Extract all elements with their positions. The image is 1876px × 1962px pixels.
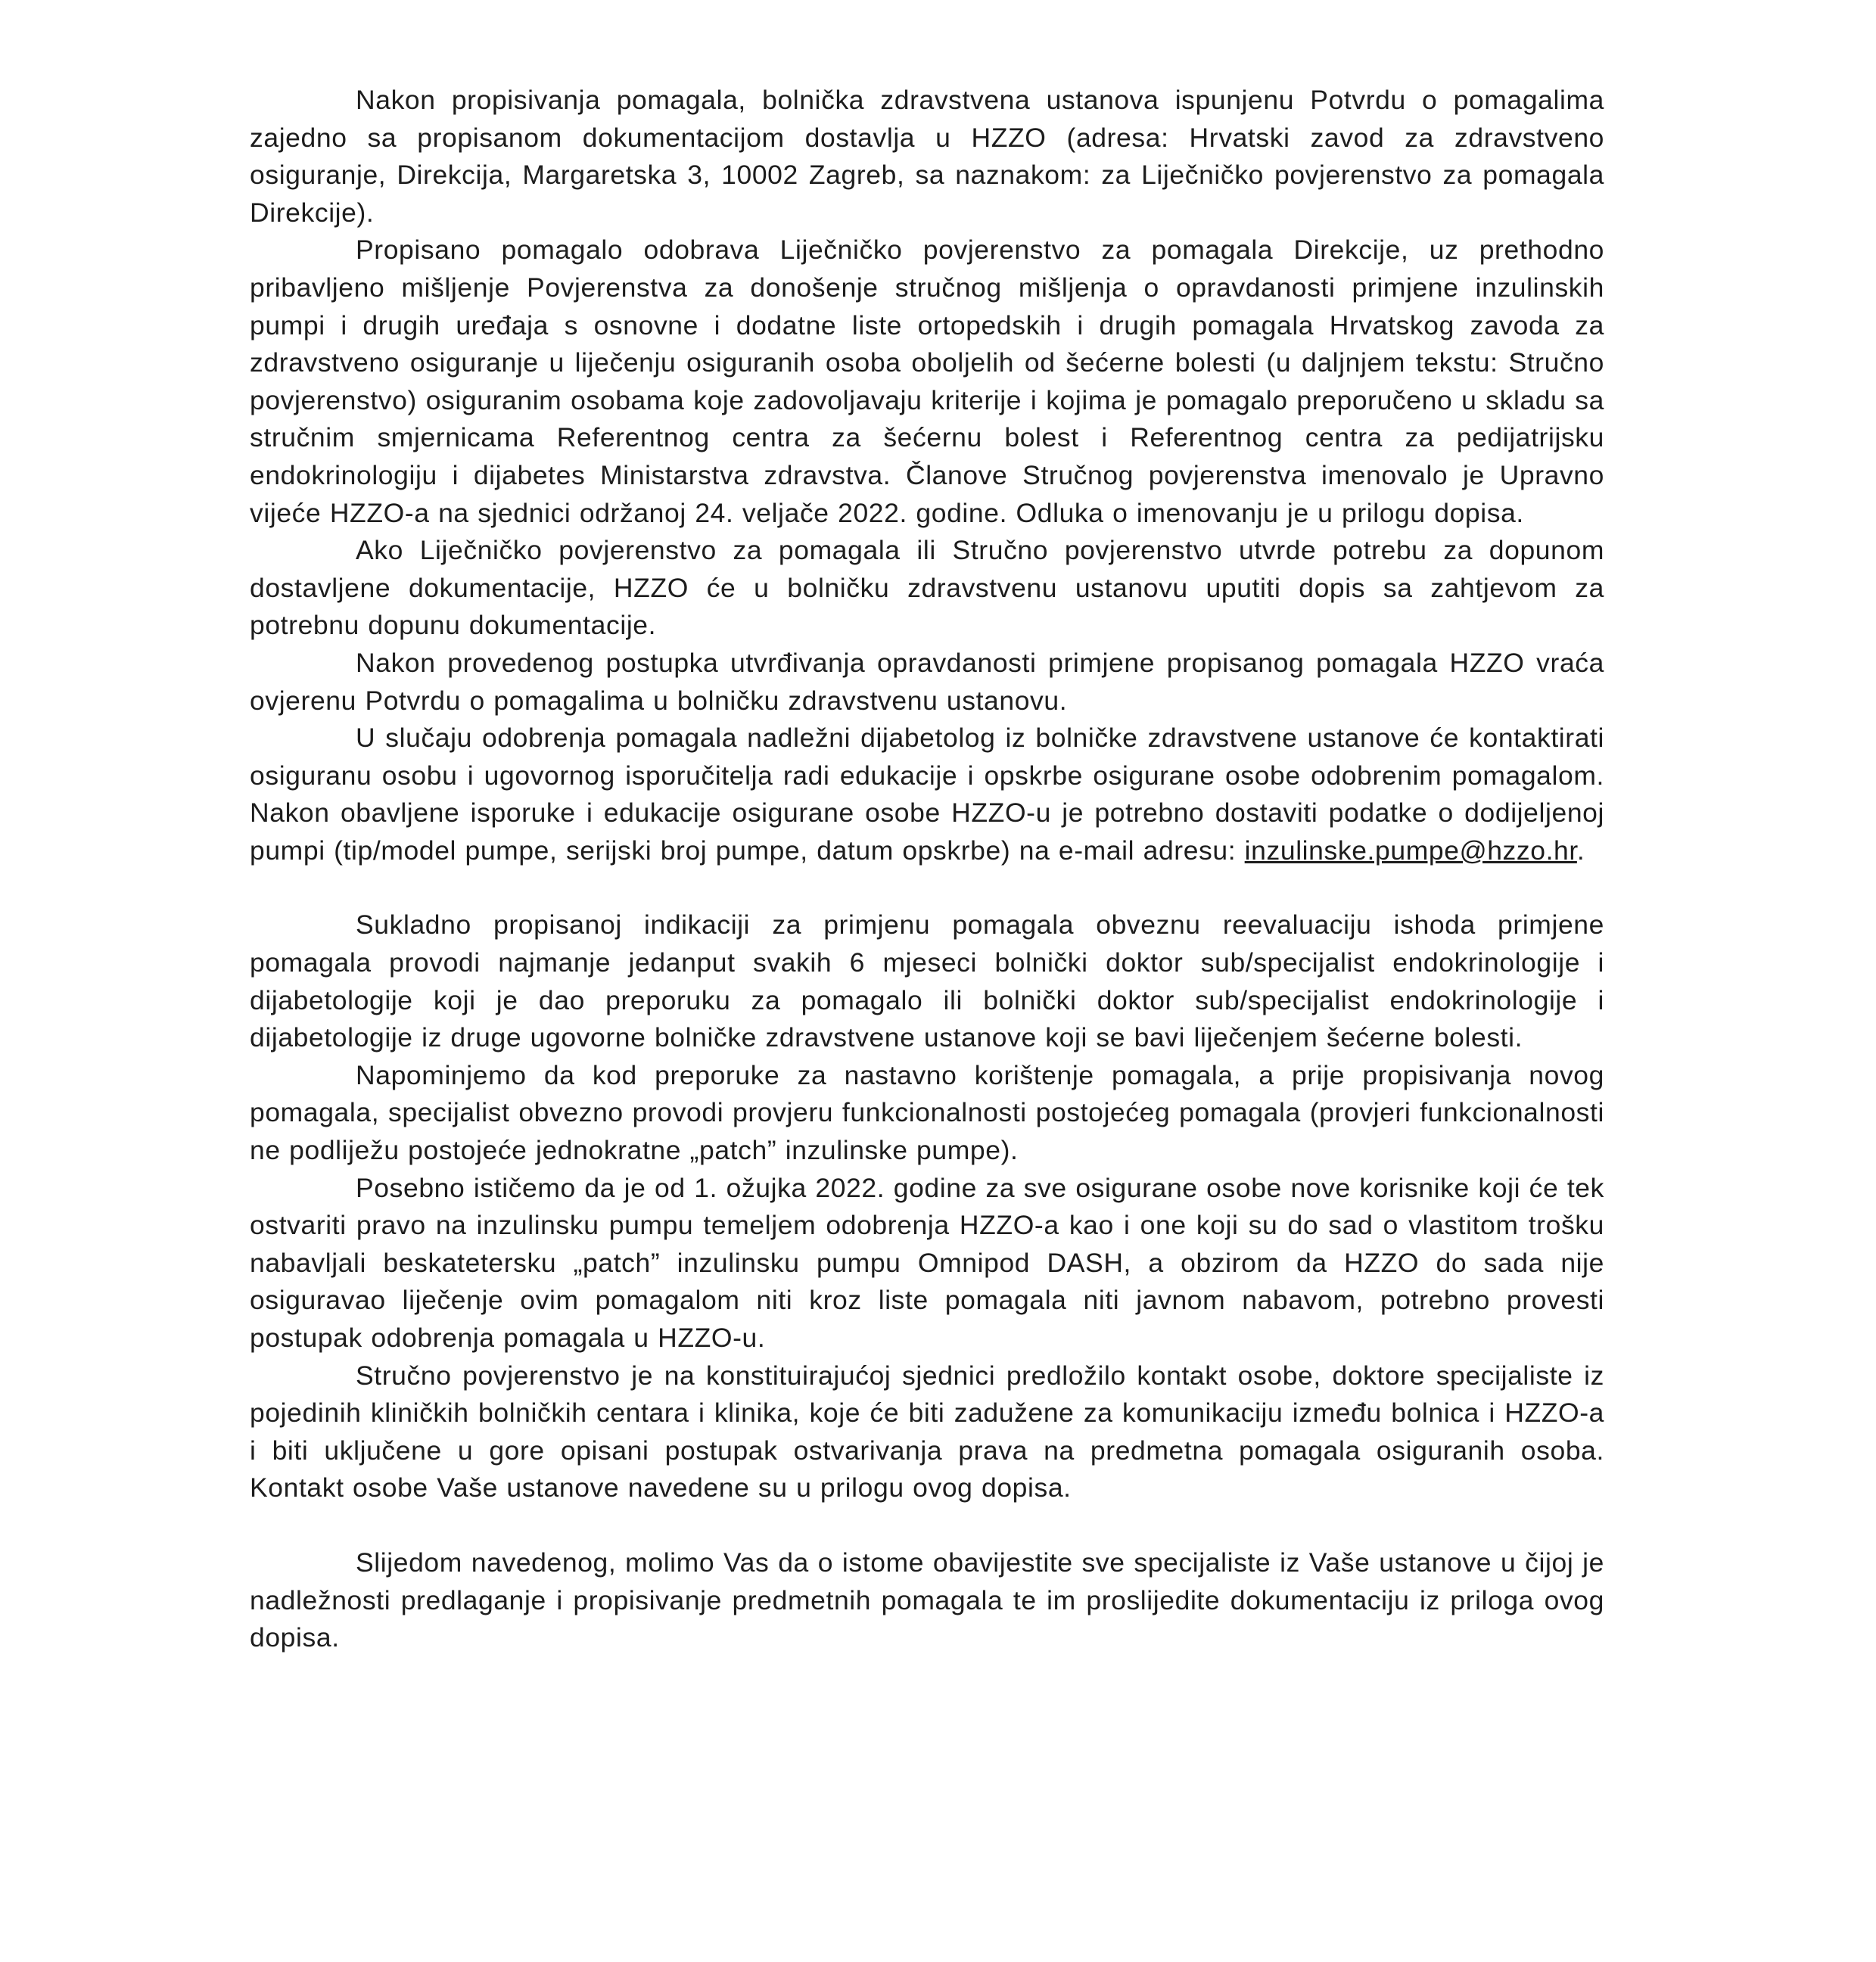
email-link[interactable]: inzulinske.pumpe@hzzo.hr: [1244, 835, 1577, 866]
paragraph-functionality-check: Napominjemo da kod preporuke za nastavno korištenje pomagala, a prije propisivanja novog pomagala, specijalist obvezno provodi provjeru funkcionalnosti postojećeg pomagala (provjeri funkcionalnosti ne podliježu postojeće jednokratne „patch” inzulinske pumpe).: [250, 1059, 1604, 1166]
paragraph-supplement: Ako Liječničko povjerenstvo za pomagala ili Stručno povjerenstvo utvrde potrebu za dopunom dostavljene dokumentacije, HZZO će u bolničku zdravstvenu ustanovu uputiti dopis sa zahtjevom za potrebnu dopunu dokumentacije.: [250, 535, 1604, 641]
paragraph-contact-persons: Stručno povjerenstvo je na konstituirajućoj sjednici predložilo kontakt osobe, doktore specijaliste iz pojedinih kliničkih bolničkih centara i klinika, koje će biti zadužene za komunikaciju između bolnica i HZZO-a i biti uključene u gore opisani postupak ostvarivanja prava na predmetna pomagala osiguranih osoba. Kontakt osobe Vaše ustanove navedene su u prilogu ovog dopisa.: [250, 1360, 1604, 1503]
paragraph-submission: Nakon propisivanja pomagala, bolnička zdravstvena ustanova ispunjenu Potvrdu o pomagalima zajedno sa propisanom dokumentacijom dostavlja u HZZO (adresa: Hrvatski zavod za zdravstveno osiguranje, Direkcija, Margaretska 3, 10002 Zagreb, sa naznakom: za Liječničko povjerenstvo za pomagala Direkcije).: [250, 85, 1604, 228]
paragraph-request: Slijedom navedenog, molimo Vas da o istome obavijestite sve specijaliste iz Vaše ustanove u čijoj je nadležnosti predlaganje i propisivanje predmetnih pomagala te im proslijedite dokumentaciju iz priloga ovog dopisa.: [250, 1547, 1604, 1653]
paragraph-omnipod: Posebno ističemo da je od 1. ožujka 2022. godine za sve osigurane osobe nove korisnike koji će tek ostvariti pravo na inzulinsku pumpu temeljem odobrenja HZZO-a kao i one koji su do sad o vlastitom trošku nabavljali beskatetersku „patch” inzulinsku pumpu Omnipod DASH, a obzirom da HZZO do sada nije osiguravao liječenje ovim pomagalom niti kroz liste pomagala niti javnom nabavom, potrebno provesti postupak odobrenja pomagala u HZZO-u.: [250, 1172, 1604, 1353]
paragraph-reevaluation: Sukladno propisanoj indikaciji za primjenu pomagala obveznu reevaluaciju ishoda primjene pomagala provodi najmanje jedanput svakih 6 mjeseci bolnički doktor sub/specijalist endokrinologije i dijabetologije koji je dao preporuku za pomagalo ili bolnički doktor sub/specijalist endokrinologije i dijabetologije iz druge ugovorne bolničke zdravstvene ustanove koji se bavi liječenjem šećerne bolesti.: [250, 909, 1604, 1053]
paragraph-contact-email: [250, 720, 1604, 869]
paragraph-approval: Propisano pomagalo odobrava Liječničko povjerenstvo za pomagala Direkcije, uz prethodno pribavljeno mišljenje Povjerenstva za donošenje stručnog mišljenja o opravdanosti primjene inzulinskih pumpi i drugih uređaja s osnovne i dodatne liste ortopedskih i drugih pomagala Hrvatskog zavoda za zdravstveno osiguranje u liječenju osiguranih osoba oboljelih od šećerne bolesti (u daljnjem tekstu: Stručno povjerenstvo) osiguranim osobama koje zadovoljavaju kriterije i kojima je pomagalo preporučeno u skladu sa stručnim smjernicama Referentnog centra za šećernu bolest i Referentnog centra za pedijatrijsku endokrinologiju i dijabetes Ministarstva zdravstva. Članove Stručnog povjerenstva imenovalo je Upravno vijeće HZZO-a na sjednici održanoj 24. veljače 2022. godine. Odluka o imenovanju je u prilogu dopisa.: [250, 235, 1604, 528]
paragraph-contact-email-text: U slučaju odobrenja pomagala nadležni dijabetolog iz bolničke zdravstvene ustanove će kontaktirati osiguranu osobu i ugovornog isporučitelja radi edukacije i opskrbe osigurane osobe odobrenim pomagalom. Nakon obavljene isporuke i edukacije osigurane osobe HZZO-u je potrebno dostaviti podatke o dodijeljenoj pumpi (tip/model pumpe, serijski broj pumpe, datum opskrbe) na e-mail adresu:: [250, 723, 1604, 866]
paragraph-contact-email-end: .: [1576, 835, 1585, 866]
paragraph-return: Nakon provedenog postupka utvrđivanja opravdanosti primjene propisanog pomagala HZZO vraća ovjerenu Potvrdu o pomagalima u bolničku zdravstvenu ustanovu.: [250, 647, 1604, 716]
document-body: [250, 82, 1604, 1657]
